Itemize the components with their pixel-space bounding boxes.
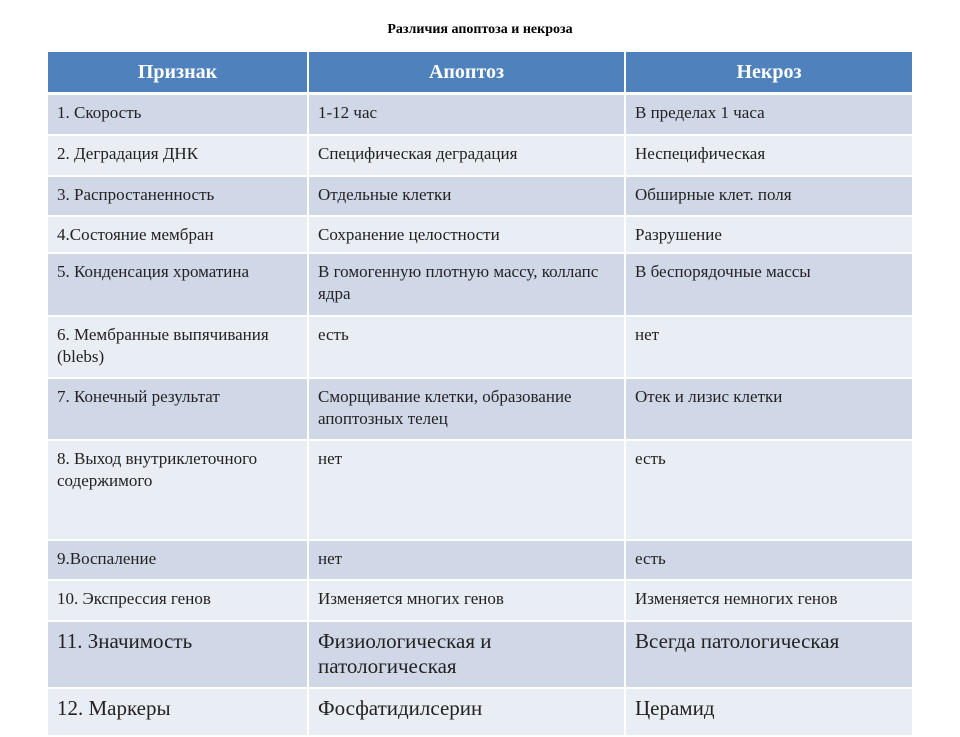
cell-feature: 1. Скорость xyxy=(48,94,308,135)
table-row xyxy=(48,440,912,540)
table-row xyxy=(48,216,912,253)
table-row xyxy=(48,94,912,135)
cell-apoptosis: 1-12 час xyxy=(308,94,625,135)
table-header-row xyxy=(48,52,912,94)
cell-apoptosis: Специфическая деградация xyxy=(308,135,625,176)
cell-feature: 8. Выход внутриклеточного содержимого xyxy=(48,440,308,540)
table-row xyxy=(48,378,912,440)
cell-apoptosis: есть xyxy=(308,316,625,378)
cell-necrosis: есть xyxy=(625,540,912,580)
header-feature: Признак xyxy=(48,52,308,94)
table-row xyxy=(48,688,912,736)
cell-apoptosis: нет xyxy=(308,440,625,540)
cell-apoptosis: Фосфатидилсерин xyxy=(308,688,625,736)
header-apoptosis: Апоптоз xyxy=(308,52,625,94)
table-row xyxy=(48,135,912,176)
cell-feature: 11. Значимость xyxy=(48,621,308,688)
table-row xyxy=(48,253,912,316)
cell-necrosis: Разрушение xyxy=(625,216,912,253)
cell-necrosis: Отек и лизис клетки xyxy=(625,378,912,440)
comparison-table xyxy=(48,52,912,737)
cell-feature: 3. Распростаненность xyxy=(48,176,308,216)
cell-apoptosis: Отдельные клетки xyxy=(308,176,625,216)
cell-feature: 5. Конденсация хроматина xyxy=(48,253,308,316)
cell-apoptosis: В гомогенную плотную массу, коллапс ядра xyxy=(308,253,625,316)
cell-necrosis: Неспецифическая xyxy=(625,135,912,176)
cell-necrosis: есть xyxy=(625,440,912,540)
cell-feature: 4.Состояние мембран xyxy=(48,216,308,253)
cell-feature: 2. Деградация ДНК xyxy=(48,135,308,176)
cell-apoptosis: Сохранение целостности xyxy=(308,216,625,253)
page-title: Различия апоптоза и некроза xyxy=(387,22,573,37)
cell-feature: 7. Конечный результат xyxy=(48,378,308,440)
cell-apoptosis: Изменяется многих генов xyxy=(308,580,625,621)
table-row xyxy=(48,176,912,216)
cell-feature: 10. Экспрессия генов xyxy=(48,580,308,621)
cell-necrosis: Изменяется немногих генов xyxy=(625,580,912,621)
cell-necrosis: нет xyxy=(625,316,912,378)
table-row xyxy=(48,621,912,688)
cell-apoptosis: Физиологическая и патологическая xyxy=(308,621,625,688)
cell-necrosis: Обширные клет. поля xyxy=(625,176,912,216)
header-necrosis: Некроз xyxy=(625,52,912,94)
table-row xyxy=(48,580,912,621)
comparison-table-container xyxy=(48,52,912,737)
cell-necrosis: В пределах 1 часа xyxy=(625,94,912,135)
cell-feature: 12. Маркеры xyxy=(48,688,308,736)
cell-necrosis: Всегда патологическая xyxy=(625,621,912,688)
cell-necrosis: В беспорядочные массы xyxy=(625,253,912,316)
cell-apoptosis: Сморщивание клетки, образование апоптозных телец xyxy=(308,378,625,440)
cell-feature: 9.Воспаление xyxy=(48,540,308,580)
cell-feature: 6. Мембранные выпячивания (blebs) xyxy=(48,316,308,378)
cell-necrosis: Церамид xyxy=(625,688,912,736)
cell-apoptosis: нет xyxy=(308,540,625,580)
table-row xyxy=(48,316,912,378)
table-row xyxy=(48,540,912,580)
